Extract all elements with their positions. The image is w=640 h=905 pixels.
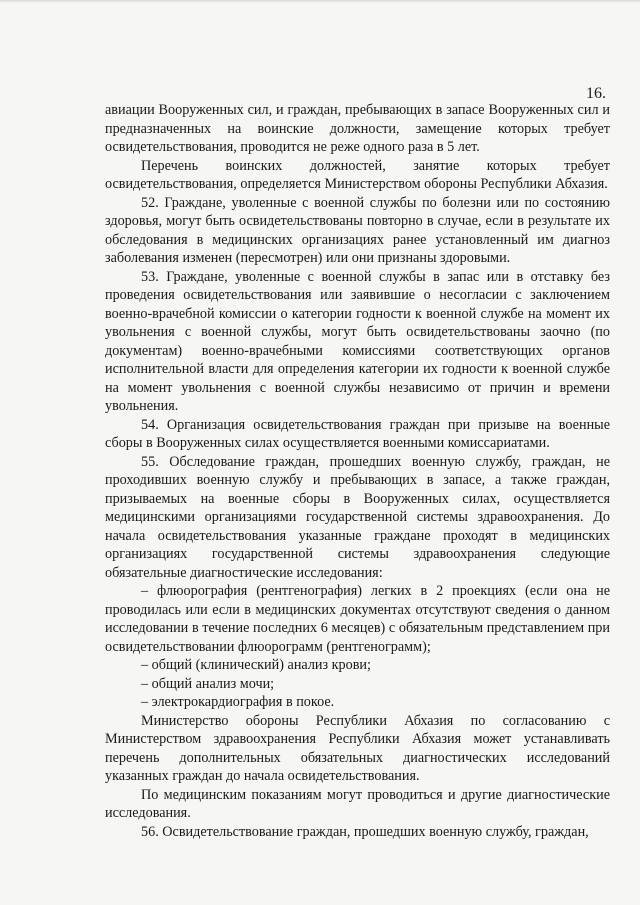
list-item-ecg: – электрокардиография в покое. bbox=[141, 694, 335, 710]
paragraph-55: 55. Обследование граждан, прошедших военную службу, граждан, не проходивших военную службу и пребывающих в запасе, а также граждан, призываемых на военные сборы в Вооруженных силах, осуществляется медицинскими организациями государственной системы здравоохранения. До начала освидетельствования указанные граждане проходят в медицинских организациях государственной системы здравоохранения следующие обязательные диагностические исследования: bbox=[105, 453, 610, 581]
list-item-urine-test: – общий анализ мочи; bbox=[141, 675, 275, 692]
paragraph-ministry: Министерство обороны Республики Абхазия по согласованию с Министерством здравоохранения Республики Абхазия может устанавливать перечень дополнительных обязательных диагностических исследований указанных граждан до начала освидетельствования. bbox=[105, 712, 610, 784]
paragraph-52: 52. Граждане, уволенные с военной службы по болезни или по состоянию здоровья, могут быть освидетельствованы повторно в случае, если в результате их обследования в медицинских организациях ранее установленный им диагноз заболевания изменен (пересмотрен) или они признаны здоровыми. bbox=[105, 194, 610, 266]
list-item-fluorography: – флюорография (рентгенография) легких в 2 проекциях (если она не проводилась или если в медицинских документах отсутствуют сведения о данном исследовании в течение последних 6 месяцев) с обязательным представлением при освидетельствовании флюорограмм (рентгенограмм); bbox=[105, 583, 610, 655]
paragraph-positions-list: Перечень воинских должностей, занятие которых требует освидетельствования, определяется Министерством обороны Республики Абхазия. bbox=[105, 157, 610, 192]
paragraph-56: 56. Освидетельствование граждан, прошедших военную службу, граждан, bbox=[141, 823, 589, 840]
list-item-blood-test: – общий (клинический) анализ крови; bbox=[141, 657, 371, 673]
paragraph-54: 54. Организация освидетельствования граждан при призыве на военные сборы в Вооруженных силах осуществляется военными комиссариатами. bbox=[105, 416, 610, 451]
paragraph-medical-indications: По медицинским показаниям могут проводиться и другие диагностические исследования. bbox=[105, 786, 610, 821]
document-body bbox=[105, 101, 610, 841]
paragraph-53: 53. Граждане, уволенные с военной службы в запас или в отставку без проведения освидетельствования или заявившие о несогласии с заключением военно-врачебной комиссии о категории годности к военной службе на момент их увольнения с военной службы, могут быть освидетельствованы заочно (по документам) военно-врачебными комиссиями соответствующих органов исполнительной власти для определения категории их годности к военной службе на момент увольнения с военной службы независимо от причин и времени увольнения. bbox=[105, 268, 610, 414]
scan-edge bbox=[0, 0, 640, 3]
page-number: 16. bbox=[586, 85, 606, 102]
paragraph-continuation: авиации Вооруженных сил, и граждан, пребывающих в запасе Вооруженных сил и предназначенных на воинские должности, замещение которых требует освидетельствования, проводится не реже одного раза в 5 лет. bbox=[105, 102, 610, 155]
